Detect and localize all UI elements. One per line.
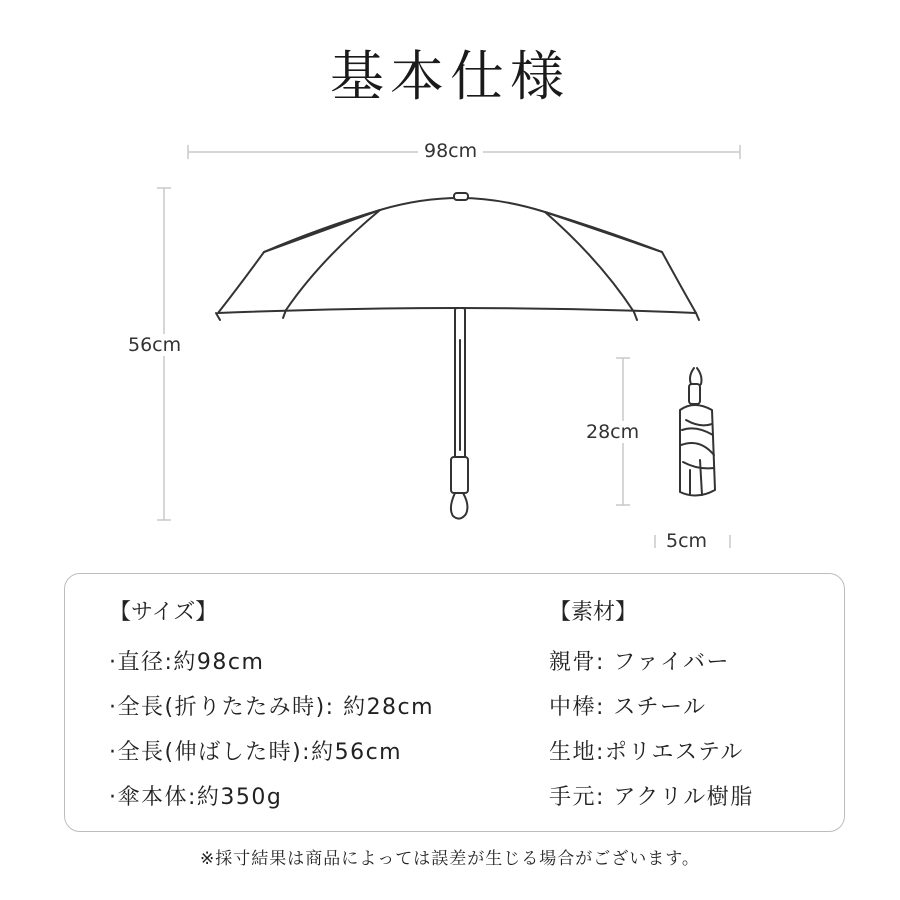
size-item-weight: ·傘本体:約350g <box>109 785 283 810</box>
measurement-note: ※採寸結果は商品によっては誤差が生じる場合がございます。 <box>200 849 700 869</box>
size-item-diameter: ·直径:約98cm <box>109 650 265 675</box>
material-item-fabric: 生地:ポリエステル <box>549 740 744 765</box>
page-title: 基本仕様 <box>330 45 570 108</box>
height-dimension-label: 56cm <box>128 334 182 356</box>
size-item-folded-length: ·全長(折りたたみ時): 約28cm <box>109 695 435 720</box>
size-spec-column <box>109 596 434 820</box>
open-umbrella <box>216 193 699 519</box>
size-heading: 【サイズ】 <box>109 600 218 625</box>
material-item-ribs: 親骨: ファイバー <box>549 650 731 675</box>
folded-length-label: 28cm <box>586 421 640 443</box>
material-item-handle: 手元: アクリル樹脂 <box>549 785 754 810</box>
width-dimension-label: 98cm <box>418 140 483 162</box>
spec-box <box>64 573 845 832</box>
material-item-shaft: 中棒: スチール <box>549 695 707 720</box>
folded-width-label: 5cm <box>660 530 713 552</box>
size-item-extended-length: ·全長(伸ばした時):約56cm <box>109 740 403 765</box>
material-spec-column <box>549 596 754 820</box>
folded-umbrella <box>680 368 715 496</box>
material-heading: 【素材】 <box>549 600 638 625</box>
